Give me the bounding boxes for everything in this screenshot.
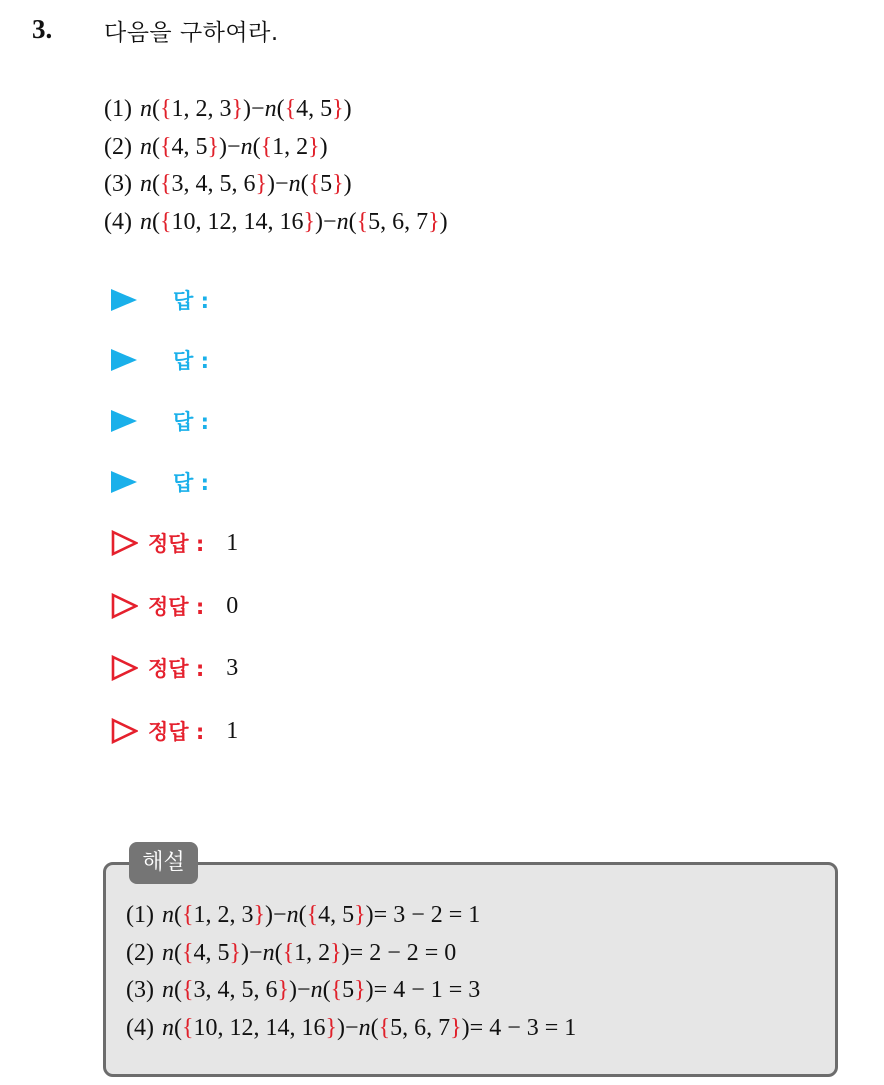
set-count-function: n [161, 902, 174, 928]
answer-label: 답 : [173, 471, 209, 495]
solution-number: (2) [126, 939, 154, 966]
set-brace-open: { [378, 1014, 391, 1041]
solution-result: = 3 − 2 = 1 [373, 902, 481, 928]
set-brace-close: } [303, 208, 316, 235]
set-brace-open: { [159, 133, 172, 160]
correct-answer-row [111, 652, 238, 684]
play-triangle-icon [111, 289, 137, 311]
minus-sign: − [273, 902, 287, 928]
set-count-function: n [264, 96, 277, 122]
set-brace-open: { [330, 977, 343, 1003]
correct-answer-label: 정답 : [148, 720, 205, 744]
set-brace-close: } [325, 1014, 338, 1041]
set-brace-close: } [253, 902, 266, 928]
set-brace-close: } [332, 96, 344, 122]
set-b-elements: 5, 6, 7 [390, 1014, 451, 1041]
solution-line: (4) n({10, 12, 14, 16})−n({5, 6, 7})= 4 − 3 = 1 [126, 1014, 577, 1041]
outline-play-icon [111, 718, 138, 744]
minus-sign: − [251, 96, 265, 122]
play-triangle-icon [111, 471, 137, 493]
problem-number: (1) [104, 96, 132, 122]
problem-number: (4) [104, 208, 132, 235]
set-count-function: n [139, 133, 152, 160]
correct-answer-row [111, 527, 238, 559]
minus-sign: − [323, 208, 337, 235]
problem-item: (2) n({4, 5})−n({1, 2}) [104, 133, 328, 160]
minus-sign: − [249, 939, 263, 966]
answer-label: 답 : [173, 349, 209, 373]
set-brace-close: } [207, 133, 220, 160]
minus-sign: − [275, 171, 289, 197]
correct-answer-value: 3 [226, 654, 239, 681]
set-b-elements: 5 [320, 171, 333, 197]
outline-play-icon [111, 530, 138, 556]
set-brace-open: { [308, 171, 321, 197]
set-brace-open: { [284, 96, 297, 122]
set-brace-close: } [229, 939, 242, 966]
set-a-elements: 4, 5 [193, 939, 230, 966]
set-brace-close: } [330, 939, 342, 966]
solution-number: (3) [126, 977, 154, 1003]
solution-line: (2) n({4, 5})−n({1, 2})= 2 − 2 = 0 [126, 939, 457, 966]
minus-sign: − [297, 977, 311, 1003]
set-b-elements: 5, 6, 7 [368, 208, 429, 235]
minus-sign: − [227, 133, 241, 160]
set-count-function: n [139, 96, 152, 122]
set-brace-open: { [181, 977, 194, 1003]
set-a-elements: 1, 2, 3 [171, 96, 232, 122]
set-brace-open: { [282, 939, 295, 966]
set-b-elements: 1, 2 [294, 939, 331, 966]
set-brace-open: { [159, 171, 172, 197]
set-brace-close: } [231, 96, 244, 122]
set-b-elements: 4, 5 [318, 902, 355, 928]
correct-answer-value: 1 [226, 717, 239, 744]
answer-row[interactable] [111, 286, 209, 314]
set-brace-close: } [450, 1014, 462, 1041]
set-brace-close: } [428, 208, 440, 235]
answer-label: 답 : [173, 289, 209, 313]
set-a-elements: 10, 12, 14, 16 [193, 1014, 326, 1041]
problem-list [104, 91, 448, 241]
outline-play-icon [111, 655, 138, 681]
set-count-function: n [161, 1014, 174, 1041]
play-triangle-icon [111, 410, 137, 432]
set-brace-close: } [255, 171, 268, 197]
solution-result: = 4 − 3 = 1 [469, 1014, 577, 1041]
solution-number: (1) [126, 902, 154, 928]
set-b-elements: 5 [342, 977, 355, 1003]
set-b-elements: 4, 5 [296, 96, 333, 122]
set-count-function: n [161, 939, 174, 966]
set-count-function: n [310, 977, 323, 1003]
answer-row[interactable] [111, 346, 209, 374]
set-a-elements: 3, 4, 5, 6 [193, 977, 278, 1003]
set-brace-close: } [354, 977, 366, 1003]
solution-number: (4) [126, 1014, 154, 1041]
correct-answer-row [111, 715, 238, 747]
set-brace-close: } [354, 902, 366, 928]
minus-sign: − [345, 1014, 359, 1041]
solution-line: (3) n({3, 4, 5, 6})−n({5})= 4 − 1 = 3 [126, 977, 481, 1003]
set-brace-open: { [159, 96, 172, 122]
set-count-function: n [139, 171, 152, 197]
solution-result: = 2 − 2 = 0 [349, 939, 457, 966]
set-brace-close: } [308, 133, 320, 160]
set-brace-open: { [181, 1014, 194, 1041]
set-count-function: n [286, 902, 299, 928]
answer-label: 답 : [173, 410, 209, 434]
set-count-function: n [139, 208, 152, 235]
problem-item: (3) n({3, 4, 5, 6})−n({5}) [104, 171, 352, 197]
set-brace-close: } [332, 171, 344, 197]
set-count-function: n [262, 939, 275, 966]
outline-play-icon [111, 593, 138, 619]
set-brace-open: { [181, 902, 194, 928]
problem-item: (1) n({1, 2, 3})−n({4, 5}) [104, 96, 352, 122]
set-a-elements: 4, 5 [171, 133, 208, 160]
set-count-function: n [358, 1014, 371, 1041]
set-count-function: n [240, 133, 253, 160]
solution-result: = 4 − 1 = 3 [373, 977, 481, 1003]
problem-number: (3) [104, 171, 132, 197]
set-brace-open: { [181, 939, 194, 966]
correct-answer-label: 정답 : [148, 595, 205, 619]
solution-title: 해설 [129, 842, 198, 884]
problem-item: (4) n({10, 12, 14, 16})−n({5, 6, 7}) [104, 208, 448, 235]
set-a-elements: 1, 2, 3 [193, 902, 254, 928]
set-b-elements: 1, 2 [272, 133, 309, 160]
set-a-elements: 3, 4, 5, 6 [171, 171, 256, 197]
question-stem: 다음을 구하여라. [104, 20, 279, 46]
solution-list [126, 897, 576, 1047]
correct-answer-value: 0 [226, 592, 239, 619]
answer-row[interactable] [111, 468, 209, 496]
set-brace-open: { [159, 208, 172, 235]
correct-answer-value: 1 [226, 529, 239, 556]
set-a-elements: 10, 12, 14, 16 [171, 208, 304, 235]
correct-answer-row [111, 590, 238, 622]
problem-number: (2) [104, 133, 132, 160]
question-number: 3. [32, 14, 53, 44]
set-brace-open: { [260, 133, 273, 160]
solution-line: (1) n({1, 2, 3})−n({4, 5})= 3 − 2 = 1 [126, 902, 481, 928]
set-count-function: n [336, 208, 349, 235]
play-triangle-icon [111, 349, 137, 371]
set-brace-open: { [306, 902, 319, 928]
correct-answer-label: 정답 : [148, 657, 205, 681]
answer-row[interactable] [111, 407, 209, 435]
set-brace-open: { [356, 208, 369, 235]
set-count-function: n [161, 977, 174, 1003]
correct-answer-label: 정답 : [148, 532, 205, 556]
set-brace-close: } [277, 977, 290, 1003]
set-count-function: n [288, 171, 301, 197]
